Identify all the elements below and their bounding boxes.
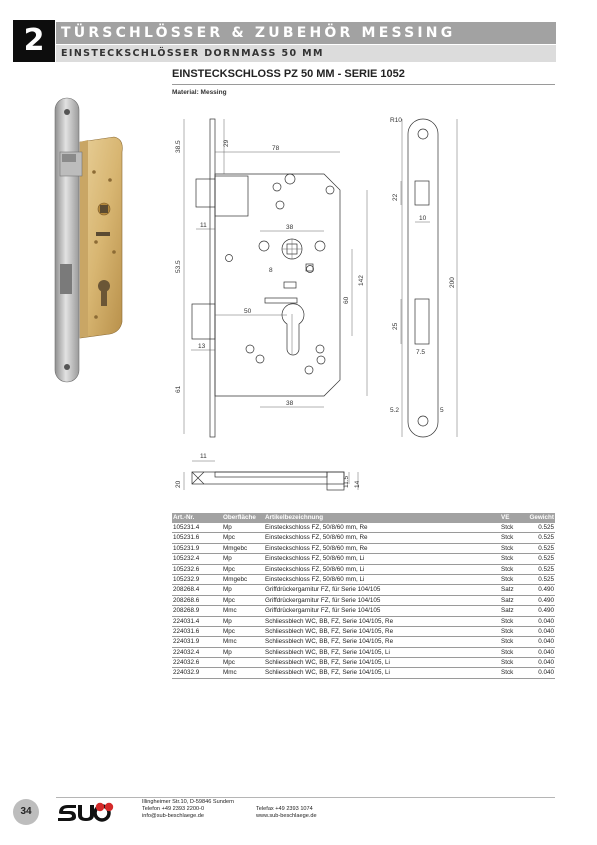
dim-25: 25 [392,322,399,330]
cell-description: Einsteckschloss FZ, 50/8/60 mm, Re [265,544,368,552]
cell-weight: 0.040 [538,659,554,667]
cell-unit: Stck [501,638,514,646]
dim-10: 10 [419,215,427,222]
table-row [172,648,555,658]
cell-unit: Stck [501,627,514,635]
dim-78: 78 [272,145,280,152]
dim-53-5: 53.5 [175,260,182,273]
table-row [172,533,555,543]
sub-logo [56,799,116,823]
cell-description: Schliessblech WC, BB, FZ, Serie 104/105, Re [265,627,394,635]
header-unit: VE [501,514,510,521]
cell-art-nr: 105232.6 [173,565,200,573]
cell-description: Einsteckschloss FZ, 50/8/60 mm, Li [265,555,365,563]
title-divider [172,84,555,85]
cell-description: Einsteckschloss FZ, 50/8/60 mm, Li [265,575,365,583]
dim-29: 29 [223,139,230,147]
table-row [172,596,555,606]
footer-fax: Telefax +49 2393 1074 [256,806,313,812]
cell-weight: 0.040 [538,638,554,646]
cell-surface: Mpc [223,659,235,667]
cell-unit: Stck [501,669,514,677]
cell-description: Griffdrückergarnitur FZ, für Serie 104/105 [265,607,381,615]
dim-14: 14 [354,480,361,488]
table-row [172,585,555,595]
cell-art-nr: 224032.9 [173,669,200,677]
dim-38-top: 38 [286,224,294,231]
cell-description: Schliessblech WC, BB, FZ, Serie 104/105, Li [265,659,390,667]
dim-8: 8 [269,267,273,274]
header-weight: Gewicht [529,514,554,521]
dim-13: 13 [198,343,206,350]
cell-art-nr: 105231.6 [173,534,200,542]
table-body [172,523,555,679]
cell-description: Schliessblech WC, BB, FZ, Serie 104/105, Re [265,638,394,646]
table-row [172,575,555,585]
table-row [172,606,555,616]
cell-surface: Mmgebc [223,575,248,583]
cell-description: Einsteckschloss FZ, 50/8/60 mm, Re [265,534,368,542]
cell-art-nr: 105231.4 [173,524,200,531]
cell-art-nr: 224031.9 [173,638,200,646]
cell-description: Einsteckschloss FZ, 50/8/60 mm, Li [265,565,365,573]
cell-weight: 0.525 [538,524,554,531]
cell-description: Griffdrückergarnitur FZ, für Serie 104/105 [265,586,381,594]
cell-unit: Stck [501,555,514,563]
cell-weight: 0.525 [538,544,554,552]
header-surface: Oberfläche [223,514,256,521]
table-row [172,658,555,668]
cell-weight: 0.040 [538,669,554,677]
cell-surface: Mmgebc [223,544,248,552]
dim-r10: R10 [390,117,402,124]
cell-weight: 0.040 [538,627,554,635]
cell-surface: Mp [223,555,232,563]
dim-7-5: 7.5 [416,349,426,356]
cell-surface: Mpc [223,534,235,542]
cell-surface: Mpc [223,596,235,604]
cell-art-nr: 105232.9 [173,575,200,583]
table-row [172,565,555,575]
dim-200: 200 [449,277,456,288]
cell-description: Griffdrückergarnitur FZ, für Serie 104/105 [265,596,381,604]
cell-unit: Stck [501,524,514,531]
cell-description: Schliessblech WC, BB, FZ, Serie 104/105, Li [265,669,390,677]
cell-surface: Mpc [223,627,235,635]
cell-weight: 0.490 [538,596,554,604]
cell-unit: Stck [501,534,514,542]
cell-unit: Stck [501,648,514,656]
chapter-number: 2 [13,20,55,62]
product-material: Material: Messing [172,89,227,96]
cell-weight: 0.525 [538,534,554,542]
cell-unit: Satz [501,596,514,604]
cell-description: Einsteckschloss FZ, 50/8/60 mm, Re [265,524,368,531]
cell-art-nr: 208268.4 [173,586,200,594]
cell-unit: Satz [501,607,514,615]
dim-5: 5 [440,407,444,414]
dim-22: 22 [392,193,399,201]
table-row [172,523,555,533]
cell-weight: 0.490 [538,607,554,615]
cell-unit: Stck [501,565,514,573]
cell-description: Schliessblech WC, BB, FZ, Serie 104/105, Re [265,617,394,625]
technical-drawing [172,104,472,504]
dim-20: 20 [175,480,182,488]
cell-surface: Mmc [223,607,237,615]
lock-photo [44,92,134,392]
cell-unit: Stck [501,575,514,583]
table-row [172,627,555,637]
table-header [172,513,555,523]
cell-surface: Mp [223,617,232,625]
cell-surface: Mmc [223,669,237,677]
cell-art-nr: 105232.4 [173,555,200,563]
dim-11-top: 11 [200,222,207,229]
cell-art-nr: 105231.9 [173,544,200,552]
header-art-nr: Art.-Nr. [173,514,195,521]
cell-surface: Mp [223,586,232,594]
cell-weight: 0.525 [538,555,554,563]
cell-weight: 0.525 [538,575,554,583]
footer-website[interactable]: www.sub-beschlaege.de [256,813,317,819]
dim-38-5: 38.5 [175,140,182,153]
table-row [172,544,555,554]
dim-60: 60 [343,296,350,304]
footer-divider [56,797,555,798]
cell-art-nr: 224032.6 [173,659,200,667]
dim-11-5: 11.5 [343,475,350,488]
dim-142: 142 [358,275,365,286]
cell-art-nr: 224031.4 [173,617,200,625]
chapter-title: TÜRSCHLÖSSER & ZUBEHÖR MESSING [56,22,556,44]
cell-art-nr: 224031.6 [173,627,200,635]
cell-unit: Stck [501,659,514,667]
cell-surface: Mmc [223,638,237,646]
cell-art-nr: 208268.6 [173,596,200,604]
cell-art-nr: 224032.4 [173,648,200,656]
cell-description: Schliessblech WC, BB, FZ, Serie 104/105, Li [265,648,390,656]
cell-surface: Mp [223,648,232,656]
cell-unit: Stck [501,544,514,552]
cell-art-nr: 208268.9 [173,607,200,615]
page-number: 34 [13,799,39,825]
dim-50: 50 [244,308,252,315]
cell-weight: 0.490 [538,586,554,594]
cell-unit: Satz [501,586,514,594]
cell-surface: Mpc [223,565,235,573]
table-row [172,668,555,678]
footer-phone: Telefon +49 2393 2200-0 [142,806,205,812]
footer-address: Illingheimer Str.10, D-59846 Sundern [142,799,235,805]
table-row [172,554,555,564]
table-row [172,617,555,627]
product-title: EINSTECKSCHLOSS PZ 50 MM - SERIE 1052 [172,68,405,80]
chapter-subtitle: EINSTECKSCHLÖSSER DORNMASS 50 MM [56,45,556,62]
header-description: Artikelbezeichnung [265,514,324,521]
table-row [172,637,555,647]
cell-weight: 0.525 [538,565,554,573]
cell-unit: Stck [501,617,514,625]
cell-weight: 0.040 [538,648,554,656]
dim-61: 61 [175,385,182,393]
article-table [172,513,555,679]
dim-38-bottom: 38 [286,400,294,407]
cell-surface: Mp [223,524,232,531]
dim-5-2: 5.2 [390,407,400,414]
dim-11-bottom: 11 [200,453,207,460]
cell-weight: 0.040 [538,617,554,625]
footer-email[interactable]: info@sub-beschlaege.de [142,813,204,819]
